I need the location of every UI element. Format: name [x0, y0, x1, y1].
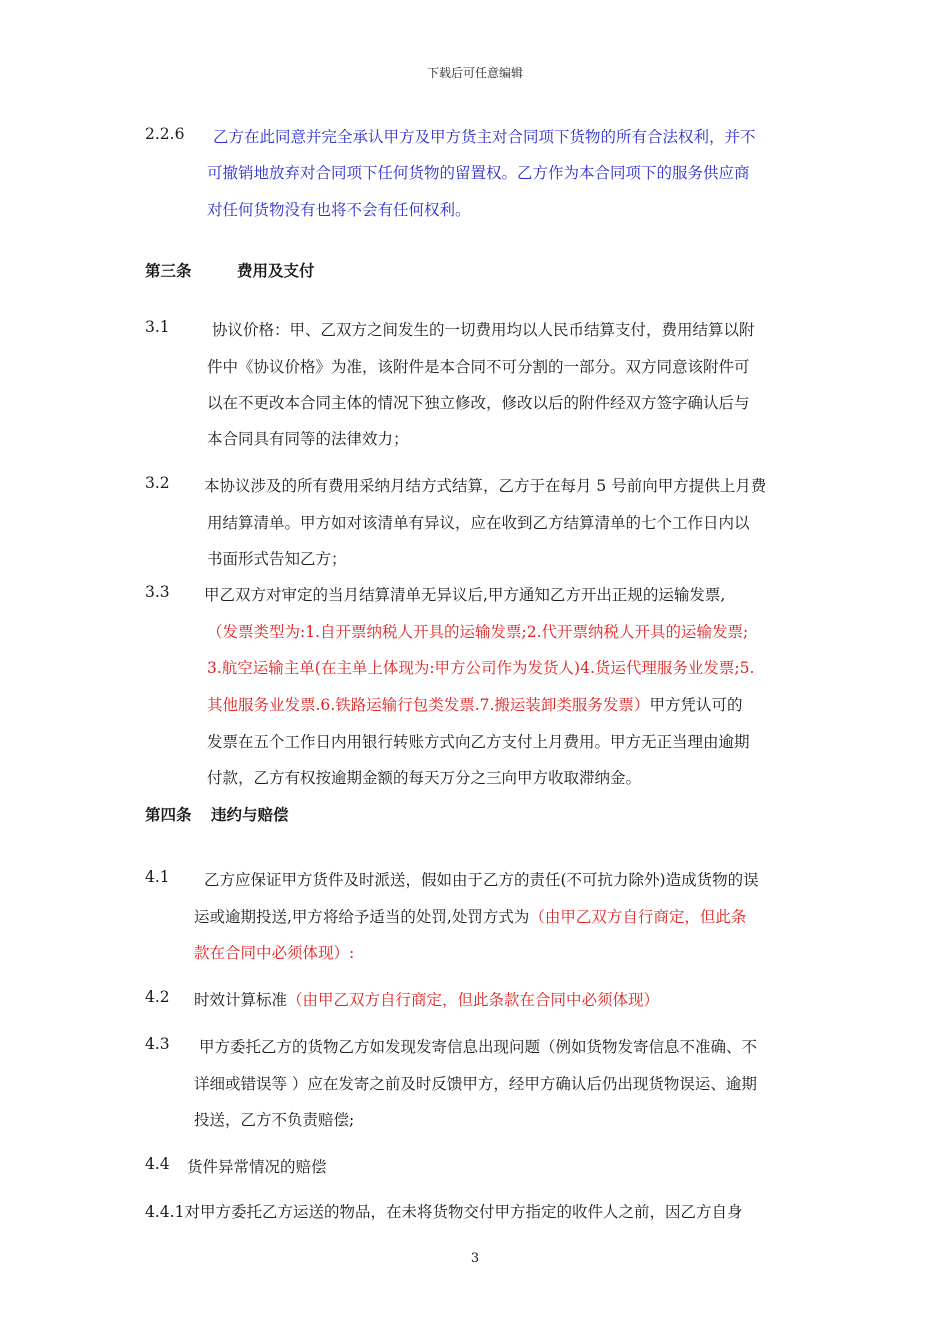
- article-3-title: 费用及支付: [237, 262, 315, 280]
- clause-4-4-text: 货件异常情况的赔偿: [187, 1158, 327, 1176]
- clause-number-4-4: 4.4: [145, 1155, 170, 1173]
- clause-3-2-line-2: 用结算清单。甲方如对该清单有异议，应在收到乙方结算清单的七个工作日内以: [207, 514, 750, 532]
- clause-number-3-3: 3.3: [145, 583, 170, 601]
- clause-4-1-line-2: [194, 905, 746, 927]
- clause-3-1-line-2: 件中《协议价格》为准，该附件是本合同不可分割的一部分。双方同意该附件可: [207, 358, 750, 376]
- clause-2-2-6-line-3: 对任何货物没有也将不会有任何权利。: [207, 201, 471, 219]
- clause-3-1-line-4: 本合同具有同等的法律效力；: [207, 430, 409, 448]
- clause-3-3-line-4: [207, 693, 742, 715]
- clause-3-3-line-5: 发票在五个工作日内用银行转账方式向乙方支付上月费用。甲方无正当理由逾期: [207, 733, 750, 751]
- clause-4-3-line-3: 投送，乙方不负责赔偿;: [194, 1111, 355, 1129]
- clause-4-2-line: [194, 988, 659, 1010]
- clause-3-1-line-3: 以在不更改本合同主体的情况下独立修改，修改以后的附件经双方签字确认后与: [207, 394, 750, 412]
- clause-4-3-line-2: 详细或错误等 ）应在发寄之前及时反馈甲方，经甲方确认后仍出现货物误运、逾期: [194, 1075, 757, 1093]
- clause-3-3-line-6: 付款，乙方有权按逾期金额的每天万分之三向甲方收取滞纳金。: [207, 769, 642, 787]
- clause-4-1-line-1: 乙方应保证甲方货件及时派送，假如由于乙方的责任(不可抗力除外)造成货物的误: [204, 871, 759, 889]
- clause-3-1-line-1: 协议价格：甲、乙双方之间发生的一切费用均以人民币结算支付，费用结算以附: [212, 321, 755, 339]
- clause-number-3-1: 3.1: [145, 318, 170, 336]
- clause-4-2-text: 时效计算标准: [194, 991, 288, 1009]
- clause-4-1-line-2-text: 运或逾期投送,甲方将给予适当的处罚,处罚方式为: [194, 908, 530, 926]
- clause-3-3-invoice-types-3: 其他服务业发票.6.铁路运输行包类发票.7.搬运装卸类服务发票）: [207, 696, 650, 714]
- clause-3-3-invoice-types-1: （发票类型为:1.自开票纳税人开具的运输发票;2.代开票纳税人开具的运输发票;: [207, 623, 749, 641]
- clause-2-2-6-line-1: 乙方在此同意并完全承认甲方及甲方货主对合同项下货物的所有合法权利，并不: [213, 128, 756, 146]
- clause-3-3-invoice-types-2: 3.航空运输主单(在主单上体现为:甲方公司作为发货人)4.货运代理服务业发票;5.: [207, 659, 755, 677]
- clause-3-2-line-3: 书面形式告知乙方；: [207, 550, 347, 568]
- article-3-label: 第三条: [145, 262, 192, 280]
- clause-3-3-line-1: 甲乙双方对审定的当月结算清单无异议后,甲方通知乙方开出正规的运输发票,: [204, 586, 726, 604]
- page-number: 3: [470, 1251, 480, 1266]
- clause-number-2-2-6: 2.2.6: [145, 125, 185, 143]
- clause-4-3-line-1: 甲方委托乙方的货物乙方如发现发寄信息出现问题（例如货物发寄信息不准确、不: [199, 1038, 758, 1056]
- clause-4-1-penalty-note-1: （由甲乙双方自行商定，但此条: [529, 908, 747, 926]
- clause-number-4-3: 4.3: [145, 1035, 170, 1053]
- page-header: 下载后可任意编辑: [426, 66, 523, 80]
- clause-number-4-1: 4.1: [145, 868, 170, 886]
- article-4-label: 第四条: [145, 806, 192, 824]
- clause-number-3-2: 3.2: [145, 474, 170, 492]
- clause-4-1-penalty-note-2: 款在合同中必须体现）:: [194, 944, 355, 962]
- article-4-title: 违约与赔偿: [211, 806, 289, 824]
- clause-number-4-2: 4.2: [145, 988, 170, 1006]
- clause-4-2-note: （由甲乙双方自行商定，但此条款在合同中必须体现）: [287, 991, 660, 1009]
- clause-2-2-6-line-2: 可撤销地放弃对合同项下任何货物的留置权。乙方作为本合同项下的服务供应商: [207, 164, 750, 182]
- clause-4-4-1-line-1: 4.4.1对甲方委托乙方运送的物品，在未将货物交付甲方指定的收件人之前，因乙方自身: [145, 1203, 743, 1221]
- clause-3-2-line-1: 本协议涉及的所有费用采纳月结方式结算，乙方于在每月 5 号前向甲方提供上月费: [204, 477, 767, 495]
- clause-3-3-line-4-tail: 甲方凭认可的: [649, 696, 743, 714]
